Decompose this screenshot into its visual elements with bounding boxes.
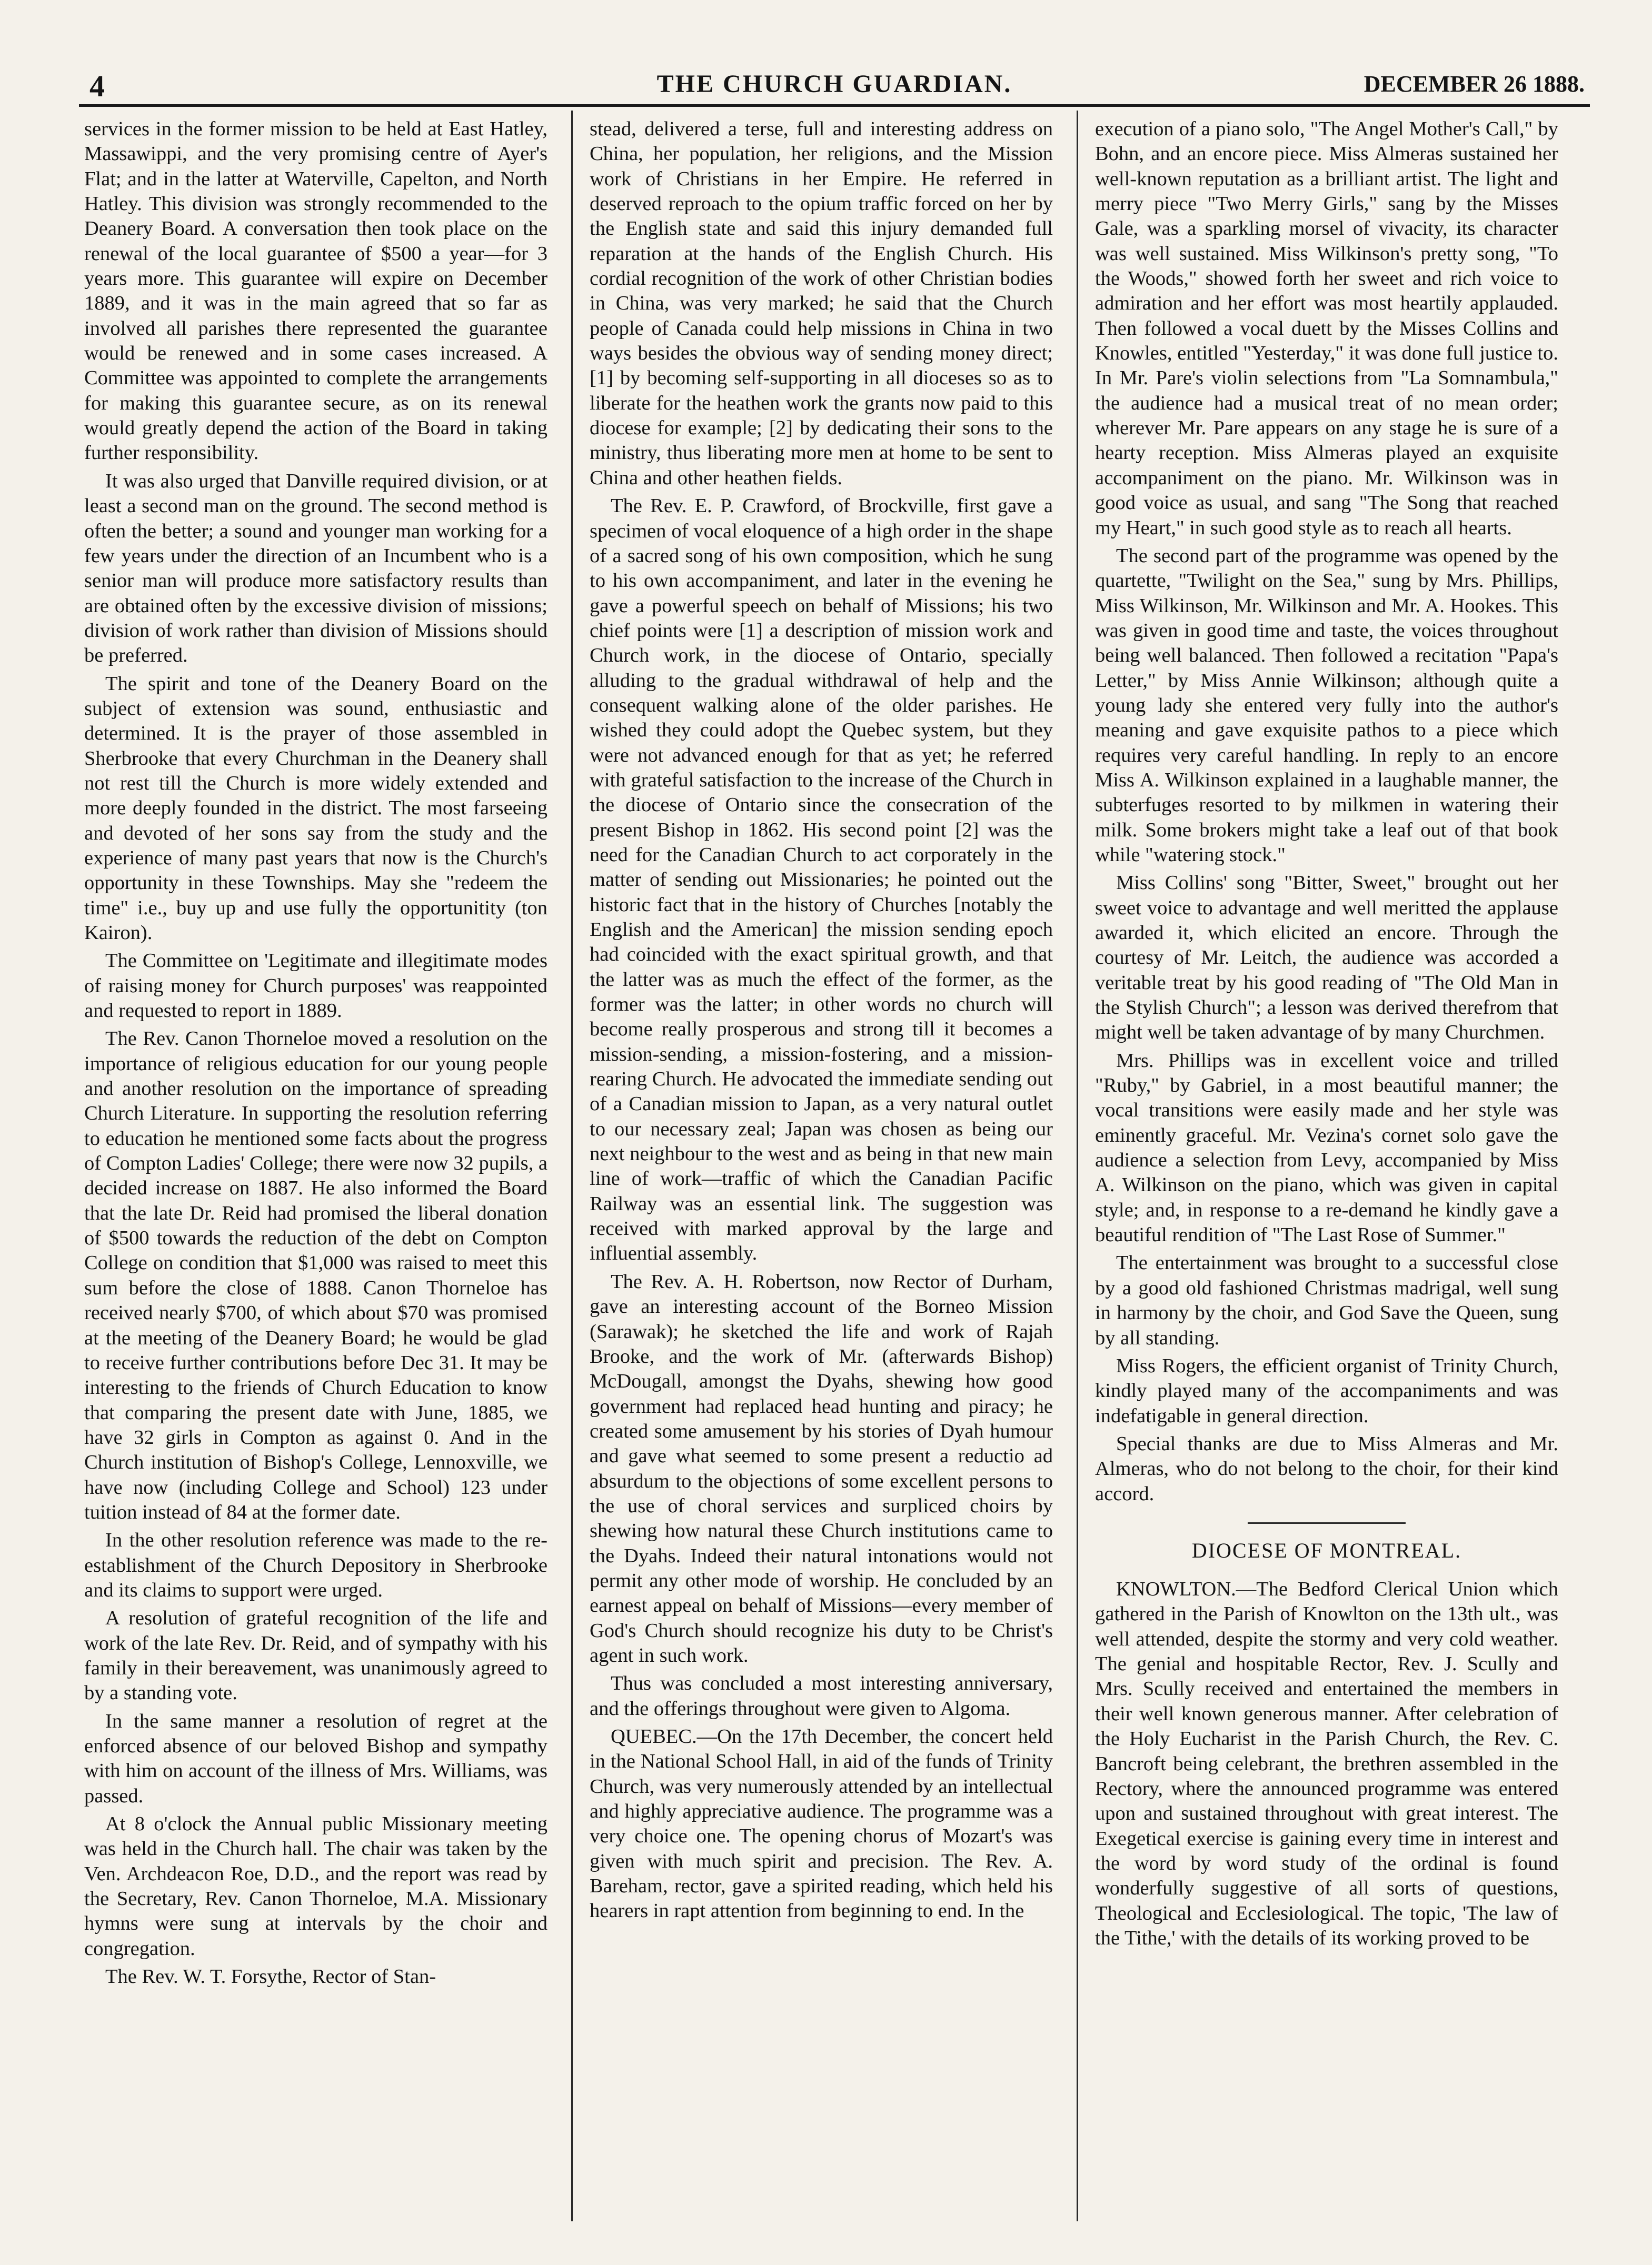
paragraph: The entertainment was brought to a successful close by a good old fashioned Christmas madrigal, well sung in harmony by the choir, and God Save the Queen, sung by all standing. <box>1095 1252 1558 1349</box>
section-divider <box>1248 1522 1406 1524</box>
paragraph: KNOWLTON.—The Bedford Clerical Union which gathered in the Parish of Knowlton on the 13th ult., was well attended, despite the stormy and very cold weather. The genial and hospitable Rector, Rev. J. Scully and Mrs. Scully received and entertained the members in their well known generous manner. After celebration of the Holy Eucharist in the Parish Church, the Rev. C. Bancroft being celebrant, the brethren assembled in the Rectory, where the announced programme was entered upon and sustained throughout with great interest. The Exegetical exercise is gaining every time in interest and the word by word study of the ordinal is found wonderfully suggestive of all sorts of questions, Theological and Ecclesiological. The topic, 'The law of the Tithe,' with the details of its working proved to be <box>1095 1578 1558 1949</box>
paragraph: The Committee on 'Legitimate and illegitimate modes of raising money for Church purposes' was reappointed and requested to report in 1889. <box>84 950 548 1022</box>
column-rule <box>1077 111 1078 2221</box>
paragraph: Miss Rogers, the efficient organist of Trinity Church, kindly played many of the accompaniments and was indefatigable in general direction. <box>1095 1354 1558 1427</box>
paragraph: The Rev. Canon Thorneloe moved a resolution on the importance of religious education for our young people and another resolution on the importance of spreading Church Literature. In supporting the resolution referring to education he mentioned some facts about the progress of Compton Ladies' College; there were now 32 pupils, a decided increase on 1887. He also informed the Board that the late Dr. Reid had promised the liberal donation of $500 towards the reduction of the debt on Compton College on condition that $1,000 was raised to meet this sum before the close of 1888. Canon Thorneloe has received nearly $700, of which about $70 was promised at the meeting of the Deanery Board; he would be glad to receive further contributions before Dec 31. It may be interesting to the friends of Church Education to know that comparing the present date with June, 1885, we have 32 girls in Compton as against 0. And in the Church institution of Bishop's College, Lennoxville, we have now (including College and School) 123 under tuition instead of 84 at the former date. <box>84 1027 548 1523</box>
section-heading: DIOCESE OF MONTREAL. <box>1191 1538 1462 1562</box>
column-2 <box>590 117 1053 2217</box>
paragraph: At 8 o'clock the Annual public Missionary meeting was held in the Church hall. The chair was taken by the Ven. Archdeacon Roe, D.D., and the report was read by the Secretary, Rev. Canon Thorneloe, M.A. Missionary hymns were sung at intervals by the choir and congregation. <box>84 1813 548 1960</box>
paragraph: stead, delivered a terse, full and interesting address on China, her population, her religions, and the Mission work of Christians in her Empire. He referred in deserved reproach to the opium traffic forced on her by the English state and said this injury demanded full reparation at the hands of the English Church. His cordial recognition of the work of other Christian bodies in China, was very marked; he said that the Church people of Canada could help missions in China in two ways besides the obvious way of sending money direct; [1] by becoming self-supporting in all dioceses so as to liberate for the heathen work the grants now paid to this diocese for example; [2] by dedicating their sons to the ministry, thus liberating more men at home to be sent to China and other heathen fields. <box>590 118 1053 489</box>
paragraph: A resolution of grateful recognition of the life and work of the late Rev. Dr. Reid, and of sympathy with his family in their bereavement, was unanimously agreed to by a standing vote. <box>84 1607 548 1704</box>
paragraph: execution of a piano solo, "The Angel Mother's Call," by Bohn, and an encore piece. Miss Almeras sustained her well-known reputation as a brilliant artist. The light and merry piece "Two Merry Girls," sang by the Misses Gale, was a sparkling morsel of vivacity, its character was well sustained. Miss Wilkinson's pretty song, "To the Woods," showed forth her sweet and rich voice to admiration and her effort was most heartily applauded. Then followed a vocal duett by the Misses Collins and Knowles, entitled "Yesterday," it was done full justice to. In Mr. Pare's violin selections from "La Somnambula," the audience had a musical treat of no mean order; wherever Mr. Pare appears on any stage he is sure of a hearty reception. Miss Almeras played an exquisite accompaniment on the piano. Mr. Wilkinson was in good voice as usual, and sang "The Song that reached my Heart," in such good style as to reach all hearts. <box>1095 118 1558 539</box>
page-header <box>79 63 1590 107</box>
paragraph: In the other resolution reference was made to the re-establishment of the Church Depository in Sherbrooke and its claims to support were urged. <box>84 1529 548 1601</box>
column-1 <box>84 117 548 2217</box>
paragraph: The second part of the programme was opened by the quartette, "Twilight on the Sea," sung by Mrs. Phillips, Miss Wilkinson, Mr. Wilkinson and Mr. A. Hookes. This was given in good time and taste, the voices throughout being well balanced. Then followed a recitation "Papa's Letter," by Miss Annie Wilkinson; although quite a young lady she entered very fully into the author's meaning and gave exquisite pathos to a piece which requires very careful handling. In reply to an encore Miss A. Wilkinson explained in a laughable manner, the subterfuges resorted to by milkmen in watering their milk. Some brokers might take a leaf out of that book while "watering stock." <box>1095 544 1558 866</box>
paragraph: Miss Collins' song "Bitter, Sweet," brought out her sweet voice to advantage and well meritted the applause awarded it, which elicited an encore. Through the courtesy of Mr. Leitch, the audience was accorded a veritable treat by his good reading of "The Old Man in the Stylish Church"; a lesson was derived therefrom that might well be taken advantage of by many Churchmen. <box>1095 872 1558 1044</box>
paragraph: In the same manner a resolution of regret at the enforced absence of our beloved Bishop and sympathy with him on account of the illness of Mrs. Williams, was passed. <box>84 1710 548 1807</box>
page-number: 4 <box>89 69 105 103</box>
paragraph: It was also urged that Danville required division, or at least a second man on the ground. The second method is often the better; a sound and younger man working for a few years under the direction of an Incumbent who is a senior man will produce more satisfactory results than are obtained often by the excessive division of missions; division of work rather than division of Missions should be preferred. <box>84 470 548 667</box>
column-3 <box>1095 117 1558 2217</box>
paragraph: The Rev. W. T. Forsythe, Rector of Stan- <box>105 1965 436 1988</box>
paragraph: Special thanks are due to Miss Almeras and Mr. Almeras, who do not belong to the choir, for their kind accord. <box>1095 1432 1558 1505</box>
issue-date: DECEMBER 26 1888. <box>1364 71 1585 97</box>
paragraph: The spirit and tone of the Deanery Board on the subject of extension was sound, enthusiastic and determined. It is the prayer of those assembled in Sherbrooke that every Churchman in the Deanery shall not rest till the Church is more widely extended and more deeply founded in the district. The most farseeing and devoted of her sons say from the study and the experience of many past years that now is the Church's opportunity in these Townships. May she "redeem the time" i.e., buy up and use fully the opportunitity (ton Kairon). <box>84 672 548 944</box>
paragraph: services in the former mission to be held at East Hatley, Massawippi, and the very promising centre of Ayer's Flat; and in the latter at Waterville, Capelton, and North Hatley. This division was strongly recommended to the Deanery Board. A conversation then took place on the renewal of the local guarantee of $500 a year—for 3 years more. This guarantee will expire on December 1889, and it was in the main agreed that so far as involved all parishes there represented the guarantee would be renewed and in some cases increased. A Committee was appointed to complete the arrangements for making this guarantee secure, as on its renewal would greatly depend the action of the Board in taking further responsibility. <box>84 118 548 464</box>
column-rule <box>571 111 573 2221</box>
paragraph: Mrs. Phillips was in excellent voice and trilled "Ruby," by Gabriel, in a most beautiful manner; the vocal transitions were easily made and her style was eminently graceful. Mr. Vezina's cornet solo gave the audience a selection from Levy, accompanied by Miss A. Wilkinson on the piano, which was given in capital style; and, in response to a re-demand he kindly gave a beautiful rendition of "The Last Rose of Summer." <box>1095 1049 1558 1246</box>
paragraph: QUEBEC.—On the 17th December, the concert held in the National School Hall, in aid of the funds of Trinity Church, was very numerously attended by an intellectual and highly appreciative audience. The programme was a very choice one. The opening chorus of Mozart's was given with much spirit and precision. The Rev. A. Bareham, rector, gave a spirited reading, which held his hearers in rapt attention from beginning to end. In the <box>590 1725 1053 1922</box>
paragraph: Thus was concluded a most interesting anniversary, and the offerings throughout were given to Algoma. <box>590 1672 1053 1720</box>
paragraph: The Rev. A. H. Robertson, now Rector of Durham, gave an interesting account of the Borneo Mission (Sarawak); he sketched the life and work of Rajah Brooke, and the work of Mr. (afterwards Bishop) McDougall, amongst the Dyahs, shewing how good government had replaced head hunting and piracy; he created some amusement by his stories of Dyah humour and gave what seemed to some present a reductio ad absurdum to the objections of some excellent persons to the use of choral services and surpliced choirs by shewing how natural these Church institutions came to the Dyahs. Indeed their natural intonations would not permit any other mode of worship. He concluded by an earnest appeal on behalf of Missions—every member of God's Church should recognize his duty to be Christ's agent in such work. <box>590 1270 1053 1667</box>
paragraph: The Rev. E. P. Crawford, of Brockville, first gave a specimen of vocal eloquence of a high order in the shape of a sacred song of his own composition, which he sung to his own accompaniment, and later in the evening he gave a powerful speech on behalf of Missions; his two chief points were [1] a description of mission work and Church work, in the diocese of Ontario, specially alluding to the gradual withdrawal of help and the consequent walking alone of the older parishes. He wished they could adopt the Quebec system, but they were not advanced enough for that as yet; he referred with grateful satisfaction to the increase of the Church in the diocese of Ontario since the consecration of the present Bishop in 1862. His second point [2] was the need for the Canadian Church to act corporately in the matter of sending out Missionaries; he pointed out the historic fact that in the history of Churches [notably the English and the American] the mission sending epoch had coincided with the exact spiritual growth, and that the latter was as much the effect of the former, as the former was the latter; in other words no church will become really prosperous and strong till it becomes a mission-sending, a mission-fostering, and a mission-rearing Church. He advocated the immediate sending out of a Canadian mission to Japan, as a very natural outlet to our necessary zeal; Japan was chosen as being our next neighbour to the west and as being in that new main line of work—traffic of which the Canadian Pacific Railway was an essential link. The suggestion was received with marked approval by the large and influential assembly. <box>590 495 1053 1265</box>
masthead-title: THE CHURCH GUARDIAN. <box>656 70 1012 98</box>
